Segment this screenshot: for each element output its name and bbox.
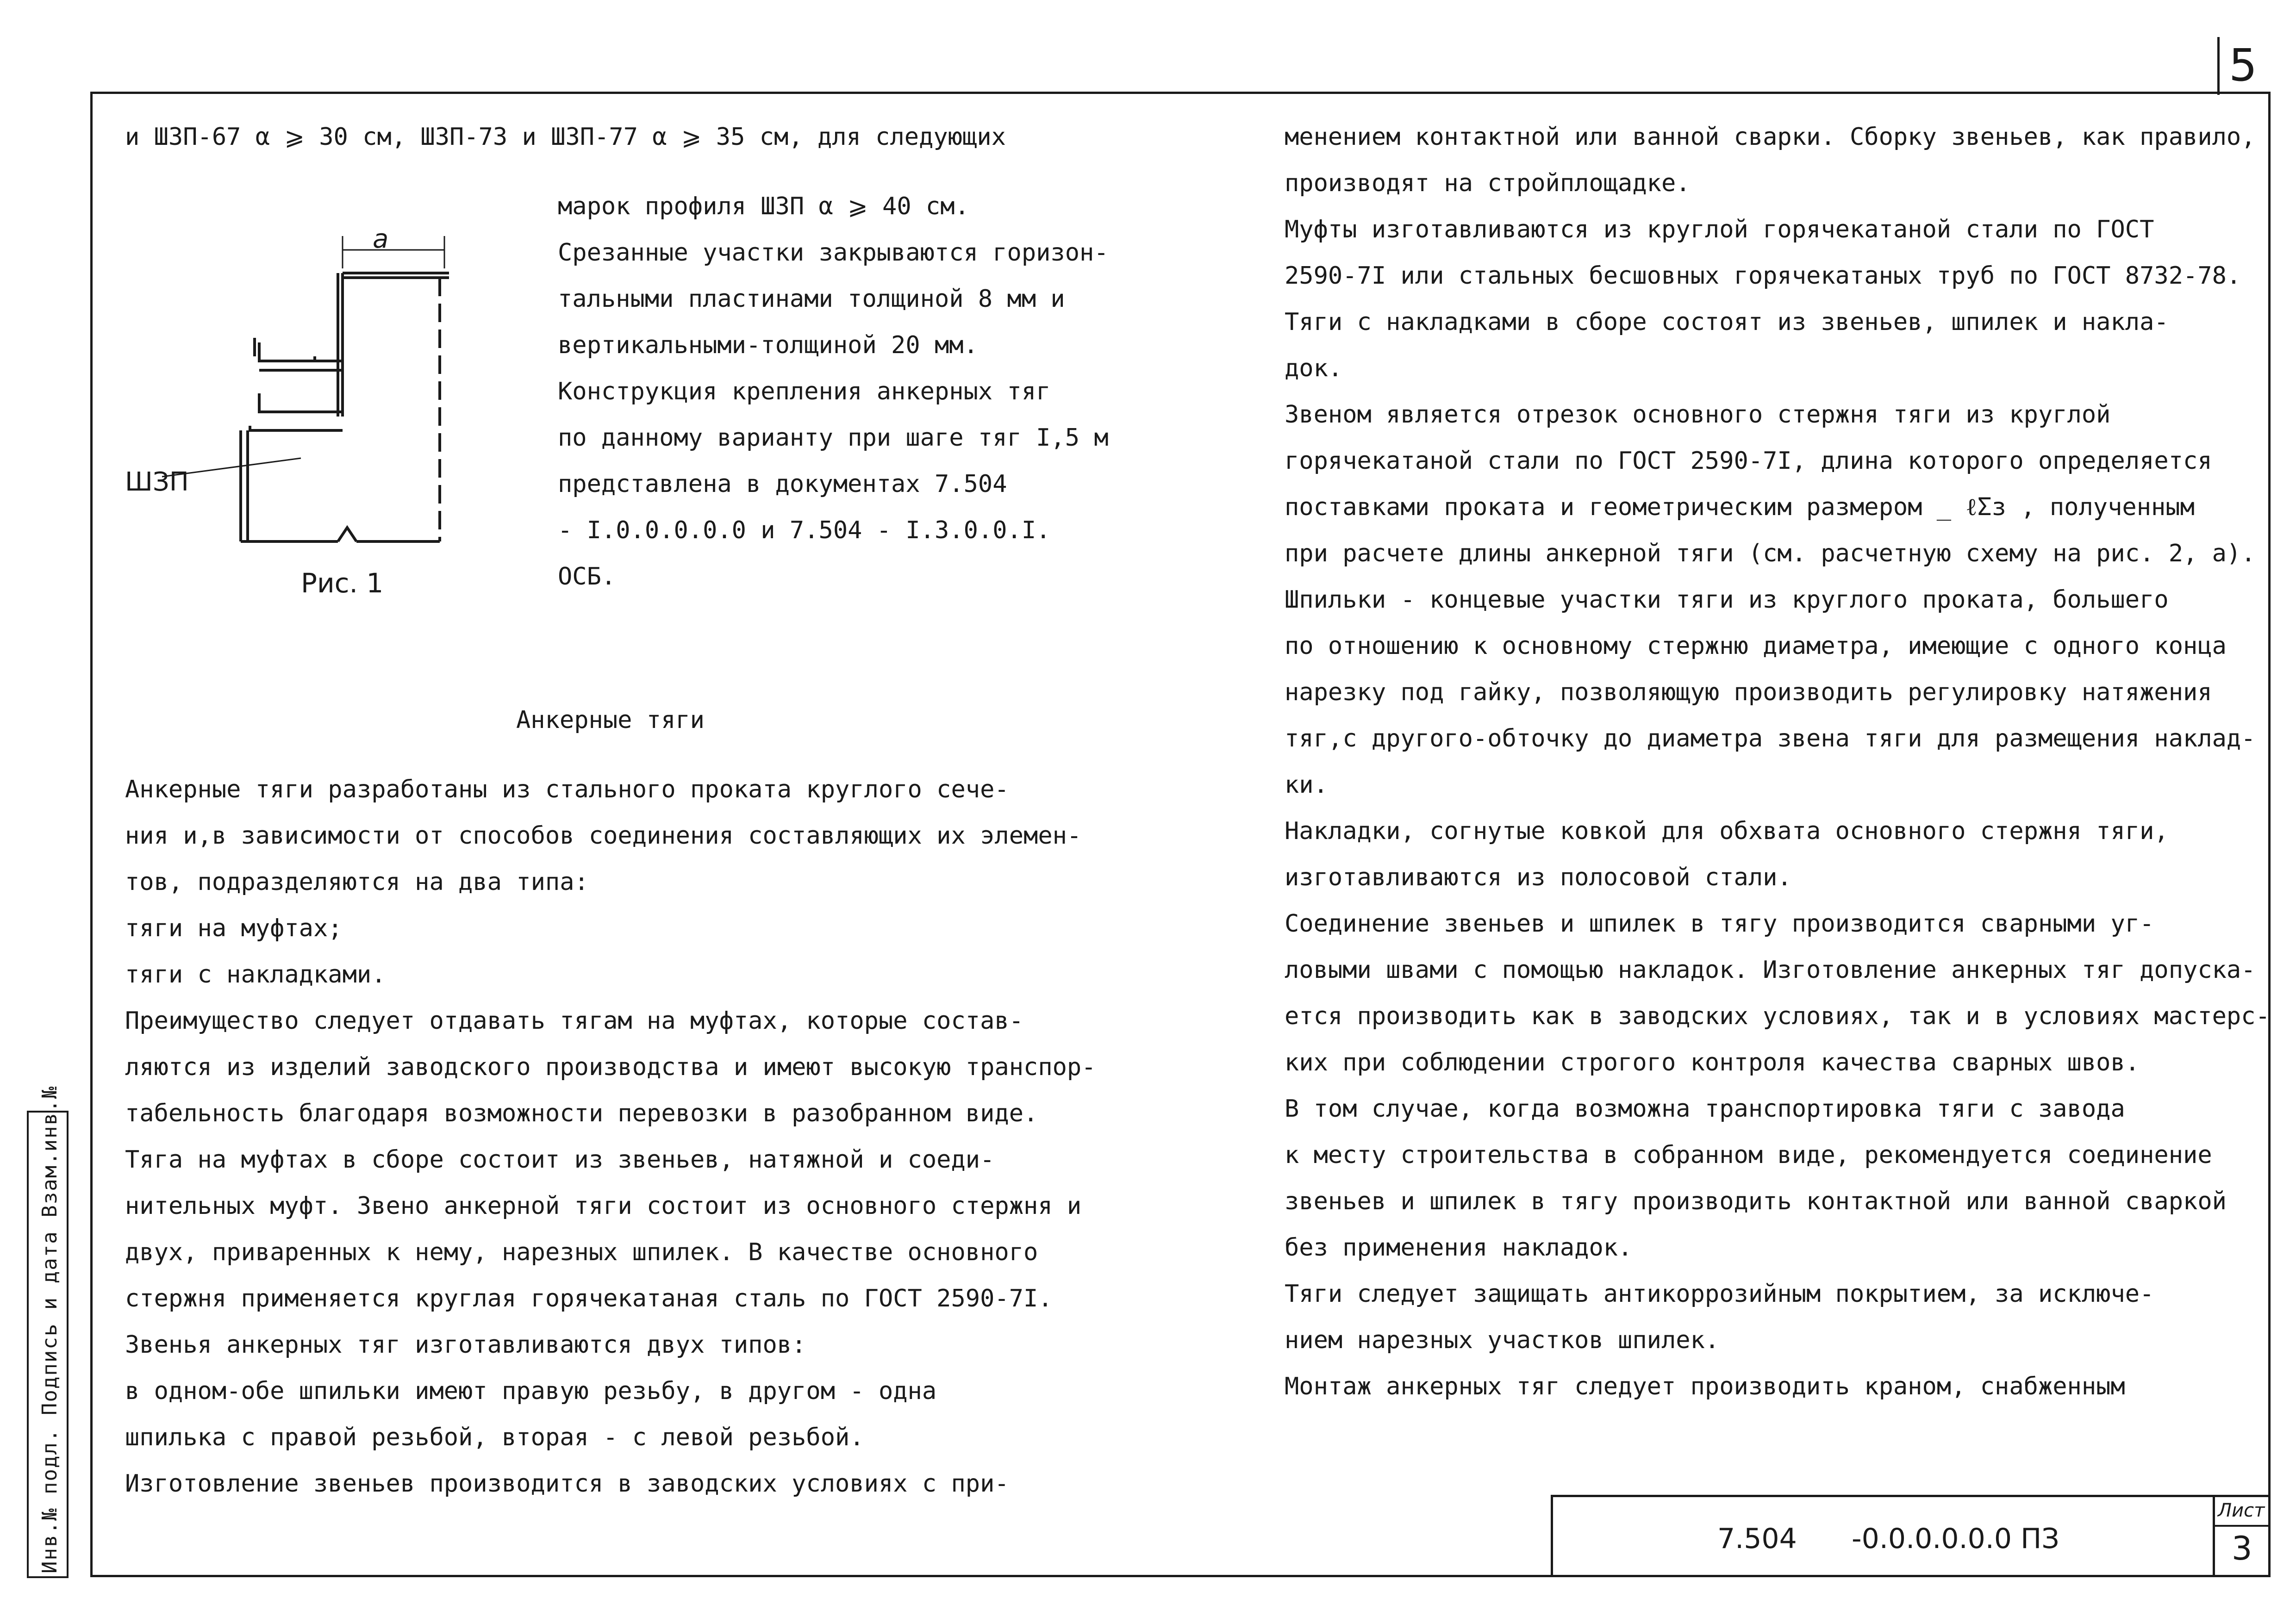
text-line: Срезанные участки закрываются горизон- (558, 239, 1109, 267)
text-line: по отношению к основному стержню диаметра, имеющие с одного конца (1285, 632, 2227, 660)
text-line: ляются из изделий заводского производства и имеют высокую транспор- (125, 1053, 1096, 1081)
text-line: ется производить как в заводских условиях, так и в условиях мастерс- (1285, 1002, 2270, 1030)
text-line: 2590-7I или стальных бесшовных горячекатаных труб по ГОСТ 8732-78. (1285, 262, 2241, 290)
profile-figure (125, 218, 458, 616)
text-line: Анкерные тяги разработаны из стального проката круглого сече- (125, 776, 1009, 803)
sheet-cell (2213, 1497, 2271, 1577)
text-line: Конструкция крепления анкерных тяг (558, 378, 1051, 405)
text-line: В том случае, когда возможна транспортировка тяги с завода (1285, 1095, 2125, 1123)
text-line: Тяга на муфтах в сборе состоит из звеньев, натяжной и соеди- (125, 1146, 995, 1174)
text-line: ния и,в зависимости от способов соединения составляющих их элемен- (125, 822, 1082, 850)
text-line: Муфты изготавливаются из круглой горячекатаной стали по ГОСТ (1285, 216, 2154, 243)
text-line: док. (1285, 354, 1343, 382)
text-line: изготавливаются из полосовой стали. (1285, 864, 1792, 891)
text-line: производят на стройплощадке. (1285, 169, 1691, 197)
text-line: Шпильки - концевые участки тяги из круглого проката, большего (1285, 586, 2169, 614)
document-code: 7.504 (1717, 1523, 1797, 1555)
text-line: тов, подразделяются на два типа: (125, 868, 589, 896)
text-line: горячекатаной стали по ГОСТ 2590-7I, длина которого определяется (1285, 447, 2212, 475)
text-line: тальными пластинами толщиной 8 мм и (558, 285, 1065, 313)
text-line: вертикальными-толщиной 20 мм. (558, 331, 978, 359)
text-line: Преимущество следует отдавать тягам на муфтах, которые состав- (125, 1007, 1024, 1035)
text-line: ловыми швами с помощью накладок. Изготовление анкерных тяг допуска- (1285, 956, 2256, 984)
text-line: стержня применяется круглая горячекатаная сталь по ГОСТ 2590-7I. (125, 1285, 1053, 1312)
text-line: Монтаж анкерных тяг следует производить краном, снабженным (1285, 1373, 2125, 1400)
text-line: в одном-обе шпильки имеют правую резьбу, в другом - одна (125, 1377, 937, 1405)
text-line: по данному варианту при шаге тяг I,5 м (558, 424, 1109, 452)
section-heading: Анкерные тяги (516, 706, 705, 734)
text-line: ки. (1285, 771, 1328, 799)
text-line: нительных муфт. Звено анкерной тяги состоит из основного стержня и (125, 1192, 1082, 1220)
text-line: при расчете длины анкерной тяги (см. расчетную схему на рис. 2, а). (1285, 540, 2256, 567)
text-line: менением контактной или ванной сварки. Сборку звеньев, как правило, (1285, 123, 2256, 151)
text-line: без применения накладок. (1285, 1234, 1633, 1262)
text-line: Изготовление звеньев производится в заводских условиях с при- (125, 1470, 1009, 1498)
text-line: ОСБ. (558, 563, 616, 591)
text-line: Звеном является отрезок основного стержня тяги из круглой (1285, 401, 2111, 429)
text-line: марок профиля ШЗП α ⩾ 40 см. (558, 193, 969, 220)
text-line: ких при соблюдении строгого контроля качества сварных швов. (1285, 1049, 2140, 1076)
page-corner-number: 5 (2229, 39, 2258, 91)
sheet-divider (2215, 1525, 2268, 1527)
text-line: поставками проката и геометрическим размером _ ℓΣз , полученным (1285, 493, 2195, 521)
text-line: тяги с накладками. (125, 961, 386, 989)
text-line: Накладки, согнутые ковкой для обхвата основного стержня тяги, (1285, 817, 2169, 845)
text-line: к месту строительства в собранном виде, рекомендуется соединение (1285, 1141, 2212, 1169)
document-code-suffix: -0.0.0.0.0.0 ПЗ (1852, 1523, 2059, 1555)
text-line: Тяги следует защищать антикоррозийным покрытием, за исключе- (1285, 1280, 2154, 1308)
sheet-label: Лист (2218, 1500, 2265, 1521)
text-line: Звенья анкерных тяг изготавливаются двух типов: (125, 1331, 806, 1359)
text-line: тяг,с другого-обточку до диаметра звена тяги для размещения наклад- (1285, 725, 2256, 752)
figure-caption: Рис. 1 (301, 567, 384, 599)
text-line: шпилька с правой резьбой, вторая - с левой резьбой. (125, 1424, 864, 1451)
text-line: тяги на муфтах; (125, 914, 343, 942)
text-line: Тяги с накладками в сборе состоят из звеньев, шпилек и накла- (1285, 308, 2169, 336)
text-line: табельность благодаря возможности перевозки в разобранном виде. (125, 1100, 1038, 1127)
corner-divider (2217, 37, 2220, 95)
title-block (1551, 1495, 2271, 1577)
text-line: представлена в документах 7.504 (558, 470, 1007, 498)
dimension-label: a (373, 224, 389, 254)
text-line: - I.0.0.0.0.0 и 7.504 - I.3.0.0.I. (558, 516, 1051, 544)
side-stamp-text: Инв.№ подл. Подпись и дата Взам.инв.№ (38, 1085, 62, 1573)
text-line: звеньев и шпилек в тягу производить контактной или ванной сваркой (1285, 1188, 2227, 1215)
text-line: Соединение звеньев и шпилек в тягу производится сварными уг- (1285, 910, 2154, 938)
sheet-number: 3 (2232, 1530, 2252, 1567)
profile-label: ШЗП (125, 467, 189, 497)
text-line: и ШЗП-67 α ⩾ 30 см, ШЗП-73 и ШЗП-77 α ⩾ 35 см, для следующих (125, 123, 1006, 151)
text-line: нарезку под гайку, позволяющую производить регулировку натяжения (1285, 678, 2212, 706)
text-line: двух, приваренных к нему, нарезных шпилек. В качестве основного (125, 1238, 1038, 1266)
text-line: нием нарезных участков шпилек. (1285, 1326, 1720, 1354)
